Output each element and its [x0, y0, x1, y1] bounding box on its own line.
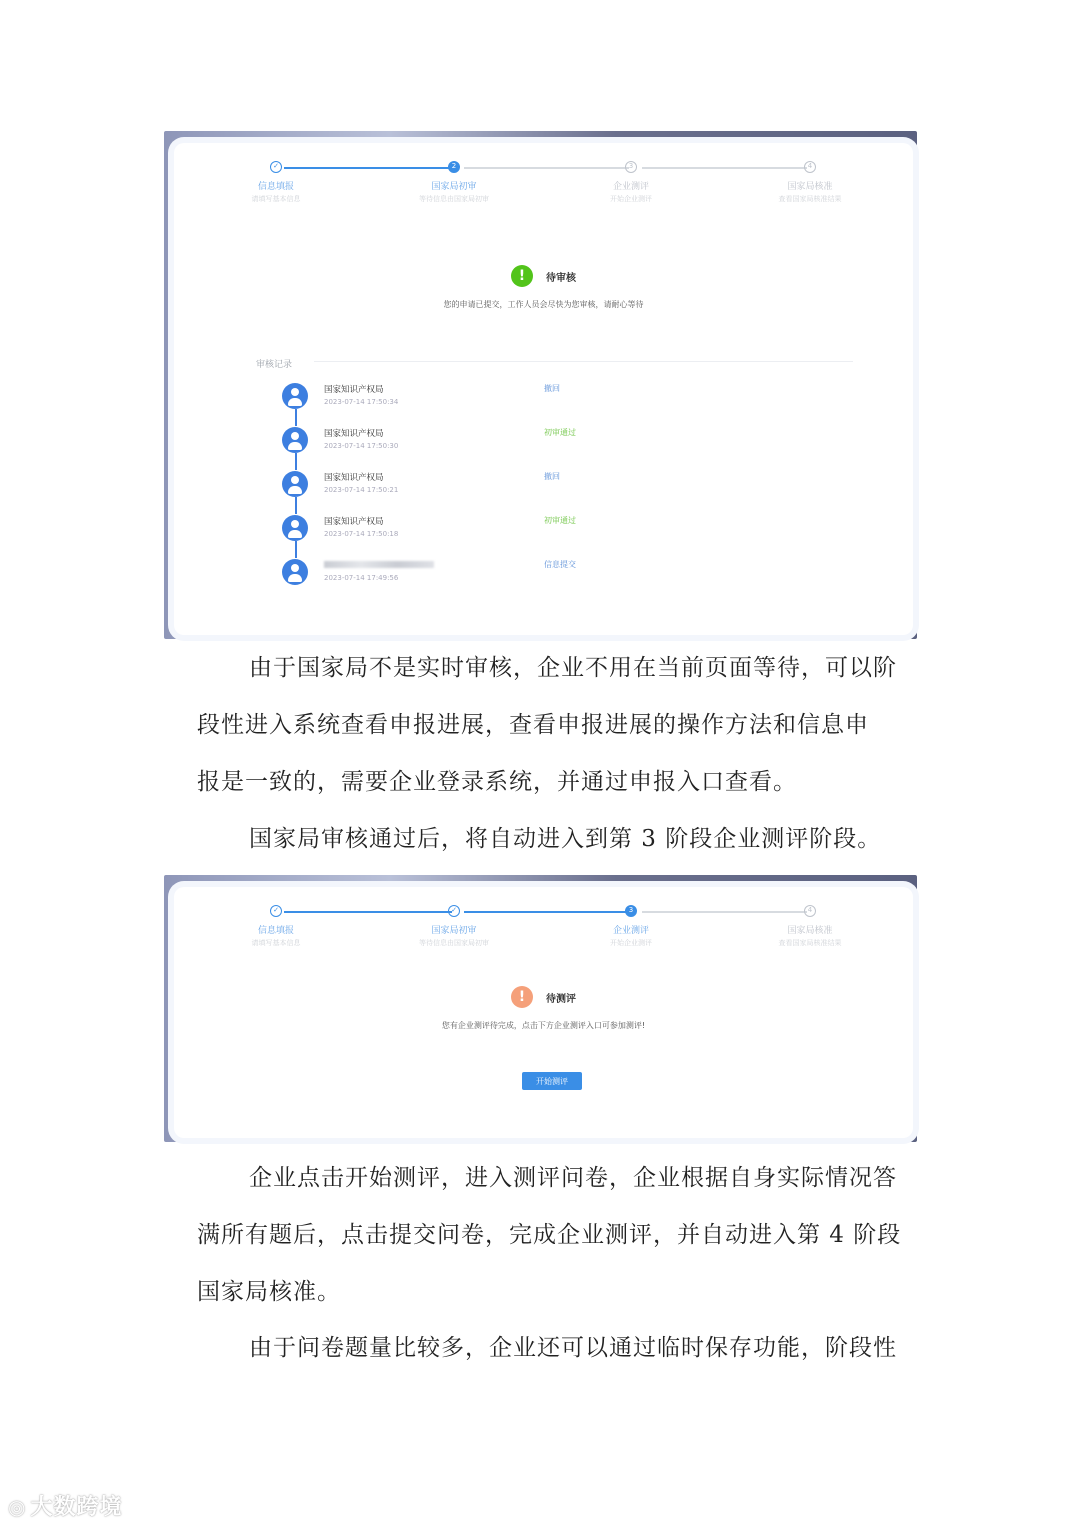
status-pending-evaluation: ! 待测评 您有企业测评待完成，点击下方企业测评入口可参加测评!	[174, 986, 913, 1031]
avatar-icon	[282, 559, 308, 585]
step-approval[interactable]: 4 国家局核准 查看国家局核准结果	[778, 906, 842, 947]
review-card	[174, 143, 913, 635]
divider	[314, 361, 853, 362]
redacted-name	[324, 561, 434, 568]
record-item: 国家知识产权局 2023-07-14 17:50:34 撤回	[282, 383, 782, 423]
status-pending-review: ! 待审核 您的申请已提交，工作人员会尽快为您审核，请耐心等待	[174, 265, 913, 310]
step-info-fill[interactable]: ✓ 信息填报 请填写基本信息	[251, 162, 301, 203]
record-item: 国家知识产权局 2023-07-14 17:50:30 初审通过	[282, 427, 782, 467]
step-initial-review[interactable]: ✓ 国家局初审 等待信息由国家局初审	[419, 906, 489, 947]
step-evaluation[interactable]: 3 企业测评 开始企业测评	[610, 162, 652, 203]
step-evaluation[interactable]: 3 企业测评 开始企业测评	[610, 906, 652, 947]
paragraph: 由于问卷题量比较多，企业还可以通过临时保存功能，阶段性	[249, 1335, 897, 1361]
logo-icon: ◎	[8, 1495, 27, 1519]
record-item: 2023-07-14 17:49:56 信息提交	[282, 559, 782, 599]
record-item: 国家知识产权局 2023-07-14 17:50:18 初审通过	[282, 515, 782, 555]
records-title: 审核记录	[256, 360, 293, 370]
avatar-icon	[282, 515, 308, 541]
timeline-connector	[295, 541, 297, 558]
timeline-connector	[295, 453, 297, 470]
record-item: 国家知识产权局 2023-07-14 17:50:21 撤回	[282, 471, 782, 511]
progress-steps	[174, 161, 913, 221]
exclamation-icon: !	[511, 986, 533, 1008]
step-info-fill[interactable]: ✓ 信息填报 请填写基本信息	[251, 906, 301, 947]
check-icon: ✓	[270, 161, 282, 173]
progress-steps	[174, 905, 913, 965]
exclamation-icon: !	[511, 265, 533, 287]
step-initial-review[interactable]: 2 国家局初审 等待信息由国家局初审	[419, 162, 489, 203]
timeline-connector	[295, 409, 297, 426]
avatar-icon	[282, 471, 308, 497]
screenshot-evaluation-pending	[164, 875, 917, 1142]
start-evaluation-button[interactable]: 开始测评	[522, 1072, 582, 1090]
check-icon: ✓	[448, 905, 460, 917]
timeline-connector	[295, 497, 297, 514]
avatar-icon	[282, 427, 308, 453]
watermark: ◎ 大数跨境	[8, 1495, 123, 1520]
evaluation-card	[174, 887, 913, 1138]
paragraph: 国家局审核通过后，将自动进入到第 3 阶段企业测评阶段。	[249, 826, 882, 852]
avatar-icon	[282, 383, 308, 409]
step-approval[interactable]: 4 国家局核准 查看国家局核准结果	[778, 162, 842, 203]
paragraph: 企业点击开始测评，进入测评问卷，企业根据自身实际情况答 满所有题后，点击提交问卷，完成企业测评，并自动进入第 4 阶段 国家局核准。	[197, 1165, 902, 1305]
screenshot-review-pending	[164, 131, 917, 639]
check-icon: ✓	[270, 905, 282, 917]
paragraph: 由于国家局不是实时审核，企业不用在当前页面等待，可以阶 段性进入系统查看申报进展，查看申报进展的操作方法和信息申 报是一致的，需要企业登录系统，并通过申报入口查看。	[197, 655, 897, 795]
